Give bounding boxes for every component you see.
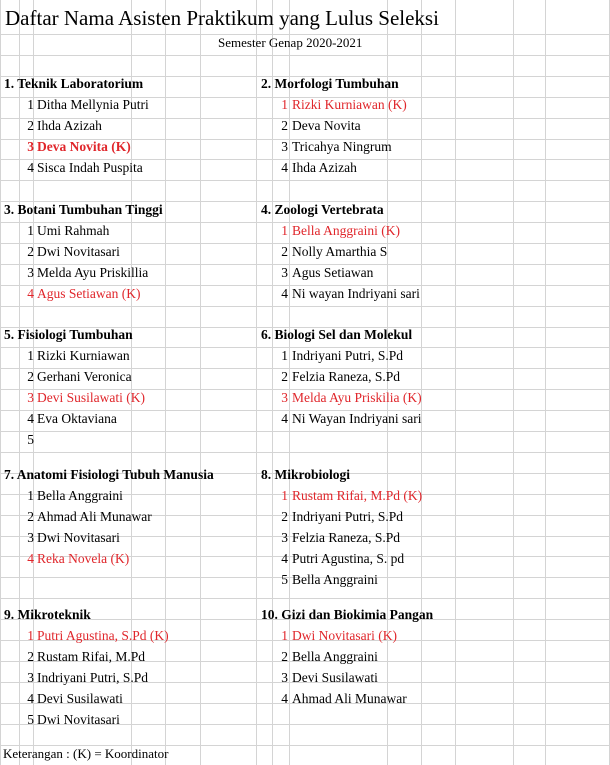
row-number: 1 <box>27 96 34 112</box>
section-heading: 1. Teknik Laboratorium <box>4 76 144 91</box>
grid-line-vertical <box>256 0 257 765</box>
assistant-name: Sisca Indah Puspita <box>37 159 143 175</box>
row-number: 3 <box>27 389 34 405</box>
assistant-name: Ditha Mellynia Putri <box>37 96 149 112</box>
grid-line-horizontal <box>0 431 610 432</box>
row-number: 1 <box>281 222 288 238</box>
row-number: 3 <box>27 138 34 154</box>
assistant-name: Dwi Novitasari <box>37 711 120 727</box>
grid-line-vertical <box>165 0 166 765</box>
row-number: 3 <box>27 529 34 545</box>
row-number: 3 <box>281 529 288 545</box>
assistant-name: Indriyani Putri, S.Pd <box>292 347 404 363</box>
row-number: 2 <box>281 243 288 259</box>
assistant-name: Umi Rahmah <box>37 222 110 238</box>
row-number: 4 <box>27 159 34 175</box>
coordinator-name: Deva Novita (K) <box>37 138 131 154</box>
sheet-title: Daftar Nama Asisten Praktikum yang Lulus Seleksi <box>5 6 439 30</box>
row-number: 4 <box>27 285 34 301</box>
row-number: 1 <box>27 222 34 238</box>
assistant-name: Putri Agustina, S. pd <box>292 550 405 566</box>
assistant-name: Agus Setiawan <box>292 264 374 280</box>
row-number: 4 <box>27 410 34 426</box>
assistant-name: Ahmad Ali Munawar <box>37 508 152 524</box>
coordinator-name: Rustam Rifai, M.Pd (K) <box>292 487 423 503</box>
row-number: 1 <box>281 487 288 503</box>
row-number: 1 <box>281 627 288 643</box>
assistant-name: Devi Susilawati <box>37 690 123 706</box>
coordinator-name: Bella Anggraini (K) <box>292 222 400 238</box>
grid-line-horizontal <box>0 598 610 599</box>
assistant-name: Felzia Raneza, S.Pd <box>292 368 400 384</box>
section-heading: 3. Botani Tumbuhan Tinggi <box>4 202 163 217</box>
assistant-name: Tricahya Ningrum <box>292 138 392 154</box>
row-number: 4 <box>281 410 288 426</box>
row-number: 3 <box>281 669 288 685</box>
row-number: 4 <box>27 550 34 566</box>
assistant-name: Indriyani Putri, S.Pd <box>292 508 404 524</box>
row-number: 2 <box>27 648 34 664</box>
row-number: 3 <box>281 138 288 154</box>
assistant-name: Melda Ayu Priskillia <box>37 264 149 280</box>
row-number: 2 <box>27 508 34 524</box>
row-number: 2 <box>281 368 288 384</box>
assistant-name: Dwi Novitasari <box>37 529 120 545</box>
row-number: 2 <box>281 648 288 664</box>
coordinator-name: Reka Novela (K) <box>37 550 130 566</box>
section-heading: 8. Mikrobiologi <box>261 467 351 482</box>
assistant-name: Ihda Azizah <box>292 159 357 175</box>
assistant-name: Devi Susilawati <box>292 669 378 685</box>
assistant-name: Deva Novita <box>292 117 361 133</box>
row-number: 1 <box>27 347 34 363</box>
assistant-name: Dwi Novitasari <box>37 243 120 259</box>
assistant-name: Nolly Amarthia S <box>292 243 388 259</box>
row-number: 5 <box>281 571 288 587</box>
coordinator-name: Agus Setiawan (K) <box>37 285 141 301</box>
section-heading: 2. Morfologi Tumbuhan <box>261 76 399 91</box>
assistant-name: Rizki Kurniawan <box>37 347 130 363</box>
row-number: 4 <box>281 159 288 175</box>
row-number: 2 <box>27 368 34 384</box>
section-heading: 7. Anatomi Fisiologi Tubuh Manusia <box>4 467 214 482</box>
assistant-name: Ni wayan Indriyani sari <box>292 285 420 301</box>
coordinator-name: Putri Agustina, S.Pd (K) <box>37 627 169 643</box>
assistant-name: Rustam Rifai, M.Pd <box>37 648 146 664</box>
row-number: 3 <box>281 389 288 405</box>
row-number: 2 <box>281 117 288 133</box>
assistant-name: Ihda Azizah <box>37 117 102 133</box>
grid-line-vertical <box>455 0 456 765</box>
footnote: Keterangan : (K) = Koordinator <box>3 746 169 761</box>
coordinator-name: Devi Susilawati (K) <box>37 389 145 405</box>
row-number: 1 <box>27 487 34 503</box>
assistant-name: Bella Anggraini <box>37 487 123 503</box>
row-number: 1 <box>27 627 34 643</box>
assistant-name: Eva Oktaviana <box>37 410 117 426</box>
row-number: 5 <box>27 711 34 727</box>
row-number: 4 <box>27 690 34 706</box>
section-heading: 10. Gizi dan Biokimia Pangan <box>261 607 434 622</box>
grid-line-vertical <box>289 0 290 765</box>
grid-line-vertical <box>272 0 273 765</box>
row-number: 2 <box>27 243 34 259</box>
row-number: 5 <box>27 431 34 447</box>
sheet-subtitle: Semester Genap 2020-2021 <box>218 35 363 50</box>
grid-line-vertical <box>421 0 422 765</box>
row-number: 3 <box>27 264 34 280</box>
assistant-name: Bella Anggraini <box>292 648 378 664</box>
row-number: 1 <box>281 347 288 363</box>
row-number: 1 <box>281 96 288 112</box>
grid-line-horizontal <box>0 452 610 453</box>
grid-line-vertical <box>0 0 1 765</box>
grid-line-vertical <box>513 0 514 765</box>
assistant-name: Ahmad Ali Munawar <box>292 690 407 706</box>
assistant-name: Indriyani Putri, S.Pd <box>37 669 149 685</box>
section-heading: 5. Fisiologi Tumbuhan <box>4 327 133 342</box>
section-heading: 6. Biologi Sel dan Molekul <box>261 327 413 342</box>
row-number: 3 <box>281 264 288 280</box>
section-heading: 4. Zoologi Vertebrata <box>261 202 384 217</box>
grid-line-vertical <box>200 0 201 765</box>
section-heading: 9. Mikroteknik <box>4 607 91 622</box>
coordinator-name: Dwi Novitasari (K) <box>292 627 397 643</box>
assistant-name: Ni Wayan Indriyani sari <box>292 410 422 426</box>
row-number: 4 <box>281 550 288 566</box>
row-number: 3 <box>27 669 34 685</box>
grid-line-horizontal <box>0 180 610 181</box>
row-number: 2 <box>281 508 288 524</box>
assistant-name: Gerhani Veronica <box>37 368 132 384</box>
coordinator-name: Melda Ayu Priskilia (K) <box>292 389 422 405</box>
grid-line-horizontal <box>0 55 610 56</box>
coordinator-name: Rizki Kurniawan (K) <box>292 96 407 112</box>
row-number: 4 <box>281 285 288 301</box>
row-number: 4 <box>281 690 288 706</box>
grid-line-vertical <box>545 0 546 765</box>
grid-line-horizontal <box>0 306 610 307</box>
row-number: 2 <box>27 117 34 133</box>
assistant-name: Bella Anggraini <box>292 571 378 587</box>
assistant-name: Felzia Raneza, S.Pd <box>292 529 400 545</box>
